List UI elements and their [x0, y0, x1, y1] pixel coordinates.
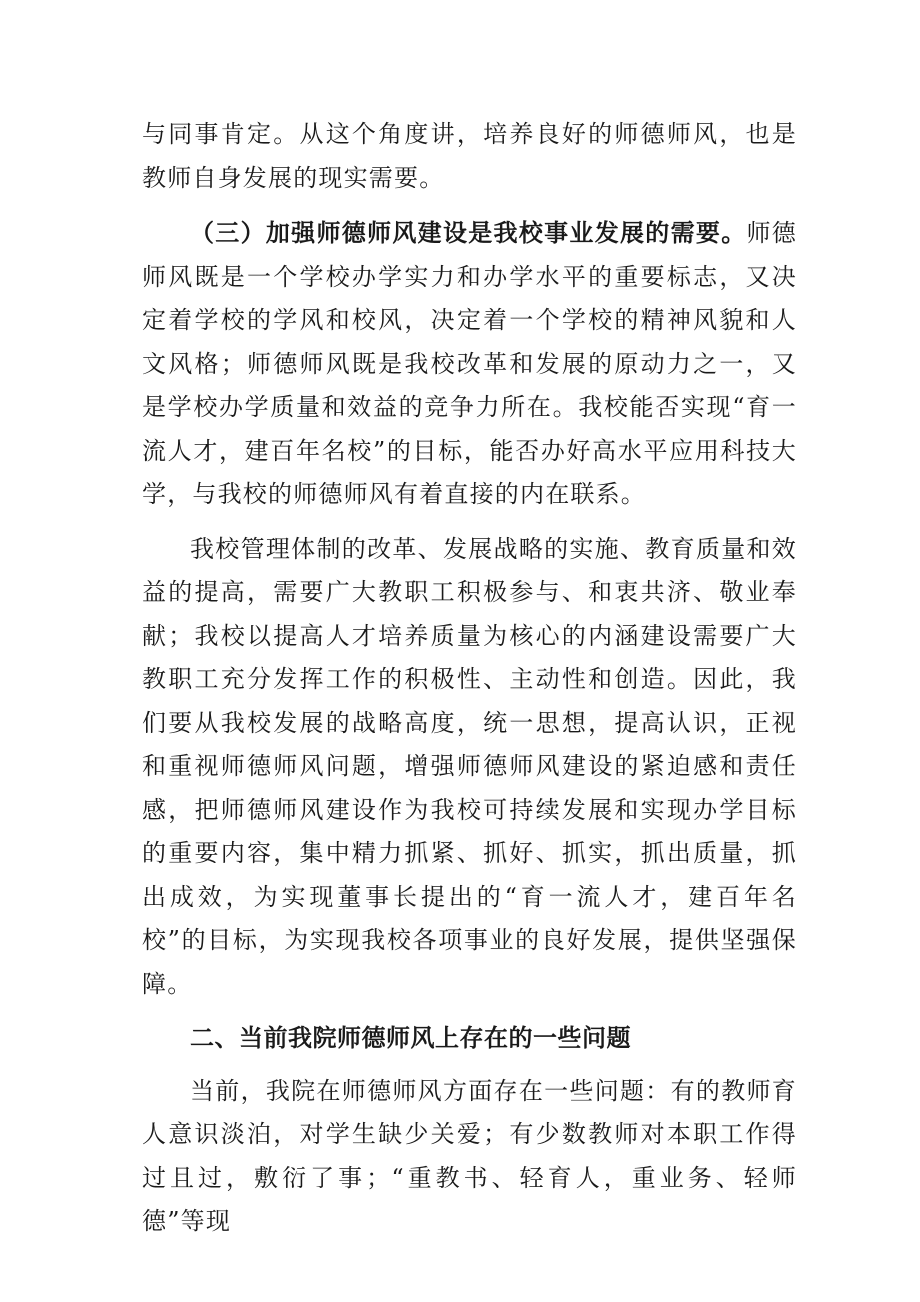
section-three-body: 师德师风既是一个学校办学实力和办学水平的重要标志，又决定着学校的学风和校风，决定着一个学校的精神风貌和人文风格；师德师风既是我校改革和发展的原动力之一，又是学校办学质量和效益的竞争力所在。我校能否实现“育一流人才，建百年名校”的目标，能否办好高水平应用科技大学，与我校的师德师风有着直接的内在联系。: [142, 219, 797, 508]
section-heading-two: 二、当前我院师德师风上存在的一些问题: [190, 1024, 631, 1052]
paragraph-reform: 我校管理体制的改革、发展战略的实施、教育质量和效益的提高，需要广大教职工积极参与、和衷共济、敬业奉献；我校以提高人才培养质量为核心的内涵建设需要广大教职工充分发挥工作的积极性、主动性和创造。因此，我们要从我校发展的战略高度，统一思想，提高认识，正视和重视师德师风问题，增强师德师风建设的紧迫感和责任感，把师德师风建设作为我校可持续发展和实现办学目标的重要内容，集中精力抓紧、抓好、抓实，抓出质量，抓出成效，为实现董事长提出的“育一流人才，建百年名校”的目标，为实现我校各项事业的良好发展，提供坚强保障。: [142, 534, 797, 998]
paragraph-continuation: 与同事肯定。从这个角度讲，培养良好的师德师风，也是教师自身发展的现实需要。: [142, 120, 797, 192]
section-three-lead: （三）加强师德师风建设是我校事业发展的需要。: [190, 218, 747, 247]
paragraph-section-three: [142, 211, 797, 517]
paragraph-current-issues: 当前，我院在师德师风方面存在一些问题：有的教师育人意识淡泊，对学生缺少关爱；有少数教师对本职工作得过且过，敷衍了事；“重教书、轻育人，重业务、轻师德”等现: [142, 1076, 797, 1235]
document-body: [142, 113, 797, 1255]
